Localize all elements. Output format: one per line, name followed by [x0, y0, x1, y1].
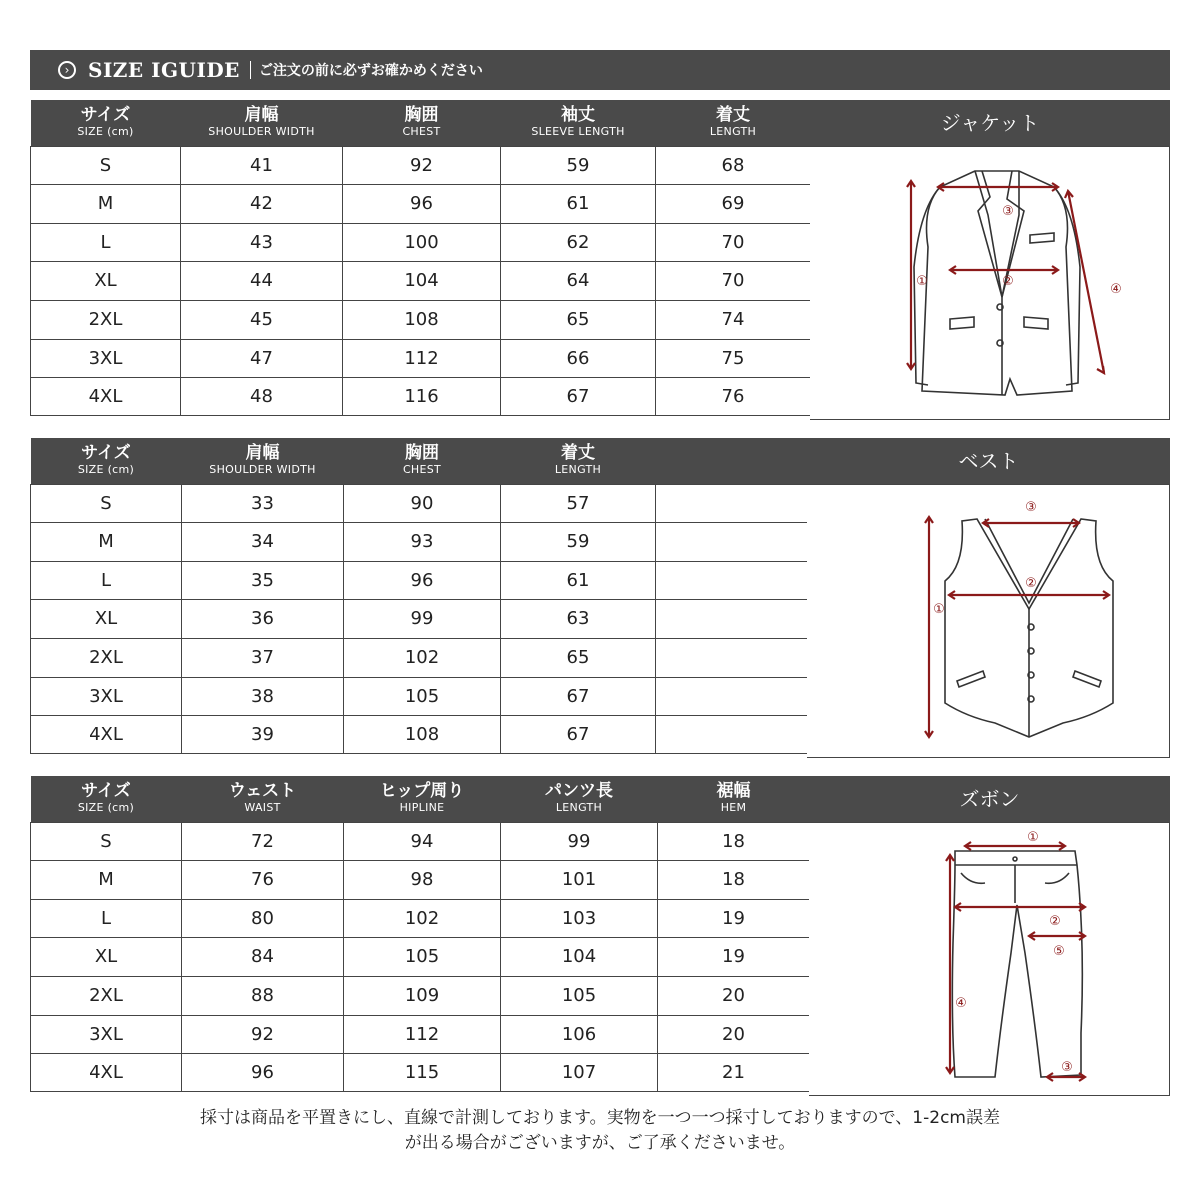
measurement-cell: 92: [343, 146, 501, 184]
vest-header-en: LENGTH: [554, 463, 602, 477]
vest-header-cell: [31, 438, 182, 484]
measurement-note-line-2: が出る場合がございますが、ご了承くださいませ。: [404, 1133, 796, 1153]
measurement-cell: 107: [501, 1053, 658, 1091]
pants-header-cell: [501, 776, 658, 822]
measurement-cell: [656, 522, 808, 561]
vest-header-cell: [182, 438, 344, 484]
jacket-marker-2: ②: [1002, 274, 1014, 289]
measurement-cell: 57: [501, 484, 656, 522]
measurement-cell: 108: [344, 715, 501, 753]
measurement-note: [0, 1106, 1200, 1156]
vest-illustration: [807, 485, 1170, 759]
measurement-cell: 44: [181, 261, 343, 300]
measurement-cell: 105: [344, 677, 501, 715]
table-row: [31, 184, 811, 223]
size-cell: L: [31, 223, 181, 261]
measurement-cell: 103: [501, 899, 658, 937]
pants-header-cell: [31, 776, 182, 822]
pants-header-cell: [182, 776, 344, 822]
size-cell: L: [31, 561, 182, 599]
jacket-header-jp: 着丈: [716, 105, 750, 126]
vest-header-row: [31, 438, 808, 484]
measurement-cell: 59: [501, 146, 656, 184]
table-row: [31, 976, 810, 1015]
measurement-cell: 65: [501, 638, 656, 677]
banner-divider: [250, 61, 251, 79]
chevron-right-icon: ›: [58, 61, 76, 79]
measurement-cell: 108: [343, 300, 501, 339]
jacket-table-body: [31, 146, 811, 415]
measurement-cell: 19: [658, 899, 810, 937]
vest-table-body: [31, 484, 808, 753]
jacket-header-jp: 肩幅: [244, 105, 279, 126]
measurement-cell: [656, 561, 808, 599]
measurement-cell: [656, 638, 808, 677]
jacket-illustration: [810, 147, 1170, 421]
vest-size-table: [30, 438, 808, 754]
measurement-cell: 104: [343, 261, 501, 300]
table-row: [31, 300, 811, 339]
size-cell: 2XL: [31, 638, 182, 677]
table-row: [31, 599, 808, 638]
table-row: [31, 677, 808, 715]
size-cell: S: [31, 822, 182, 860]
measurement-cell: 75: [656, 339, 811, 377]
measurement-cell: [656, 715, 808, 753]
table-row: [31, 715, 808, 753]
jacket-header-cell: [656, 100, 811, 146]
measurement-cell: 18: [658, 822, 810, 860]
measurement-cell: 70: [656, 261, 811, 300]
table-row: [31, 522, 808, 561]
jacket-marker-3: ③: [1002, 204, 1014, 219]
measurement-cell: 43: [181, 223, 343, 261]
measurement-cell: 33: [182, 484, 344, 522]
vest-header-jp: 着丈: [561, 443, 595, 464]
pants-diagram: [809, 822, 1170, 1096]
size-cell: 2XL: [31, 976, 182, 1015]
jacket-diagram: [810, 146, 1170, 420]
measurement-cell: 105: [344, 937, 501, 976]
jacket-header-en: SIZE (cm): [77, 125, 134, 139]
measurement-cell: 67: [501, 377, 656, 415]
measurement-cell: 67: [501, 677, 656, 715]
measurement-cell: 88: [182, 976, 344, 1015]
measurement-cell: 65: [501, 300, 656, 339]
table-row: [31, 339, 811, 377]
measurement-cell: 35: [182, 561, 344, 599]
measurement-cell: 19: [658, 937, 810, 976]
measurement-cell: 39: [182, 715, 344, 753]
measurement-cell: 99: [501, 822, 658, 860]
pants-size-table: [30, 776, 810, 1092]
measurement-cell: 80: [182, 899, 344, 937]
pants-marker-5: ⑤: [1053, 944, 1065, 959]
measurement-cell: 34: [182, 522, 344, 561]
measurement-cell: 18: [658, 860, 810, 899]
vest-header-cell: [656, 438, 808, 484]
vest-header-cell: [501, 438, 656, 484]
vest-header-jp: サイズ: [81, 443, 131, 464]
measurement-cell: 102: [344, 899, 501, 937]
size-cell: L: [31, 899, 182, 937]
measurement-cell: 116: [343, 377, 501, 415]
size-cell: XL: [31, 937, 182, 976]
measurement-cell: 109: [344, 976, 501, 1015]
measurement-cell: 106: [501, 1015, 658, 1053]
size-cell: 4XL: [31, 715, 182, 753]
measurement-cell: 42: [181, 184, 343, 223]
table-row: [31, 1015, 810, 1053]
jacket-size-section: [30, 100, 1170, 420]
size-cell: S: [31, 484, 182, 522]
measurement-cell: 61: [501, 561, 656, 599]
pants-marker-4: ④: [955, 996, 967, 1011]
measurement-cell: 100: [343, 223, 501, 261]
size-cell: S: [31, 146, 181, 184]
pants-header-en: WAIST: [244, 801, 281, 815]
vest-header-en: CHEST: [402, 463, 442, 477]
pants-header-cell: [658, 776, 810, 822]
vest-marker-1: ①: [933, 602, 945, 617]
pants-illustration: [809, 823, 1170, 1097]
measurement-cell: 48: [181, 377, 343, 415]
jacket-header-en: SHOULDER WIDTH: [208, 125, 315, 139]
pants-header-en: HEM: [720, 801, 747, 815]
size-cell: M: [31, 860, 182, 899]
measurement-cell: 104: [501, 937, 658, 976]
vest-header-cell: [344, 438, 501, 484]
vest-header-en: SIZE (cm): [77, 463, 135, 477]
vest-diagram: [807, 484, 1170, 758]
jacket-header-row: [31, 100, 811, 146]
measurement-cell: 21: [658, 1053, 810, 1091]
measurement-cell: 68: [656, 146, 811, 184]
measurement-cell: [656, 599, 808, 638]
measurement-cell: 66: [501, 339, 656, 377]
vest-label: ベスト: [807, 438, 1170, 484]
measurement-cell: 92: [182, 1015, 344, 1053]
measurement-cell: 94: [344, 822, 501, 860]
size-cell: M: [31, 184, 181, 223]
jacket-marker-4: ④: [1110, 282, 1122, 297]
measurement-cell: 36: [182, 599, 344, 638]
measurement-cell: 62: [501, 223, 656, 261]
size-cell: 4XL: [31, 377, 181, 415]
banner-title: SIZE IGUIDE: [88, 58, 240, 82]
size-cell: XL: [31, 599, 182, 638]
table-row: [31, 822, 810, 860]
pants-size-section: [30, 776, 1170, 1096]
table-row: [31, 860, 810, 899]
jacket-header-jp: 胸囲: [404, 105, 439, 126]
measurement-cell: 20: [658, 976, 810, 1015]
table-row: [31, 561, 808, 599]
measurement-cell: 37: [182, 638, 344, 677]
jacket-header-cell: [31, 100, 181, 146]
table-row: [31, 484, 808, 522]
pants-label: ズボン: [809, 776, 1170, 822]
pants-header-cell: [344, 776, 501, 822]
table-row: [31, 223, 811, 261]
vest-header-en: SHOULDER WIDTH: [209, 463, 316, 477]
size-cell: XL: [31, 261, 181, 300]
measurement-cell: [656, 484, 808, 522]
pants-marker-1: ①: [1027, 830, 1039, 845]
jacket-header-en: CHEST: [402, 125, 441, 139]
jacket-header-cell: [501, 100, 656, 146]
size-guide-banner: [30, 50, 1170, 90]
pants-header-row: [31, 776, 810, 822]
measurement-cell: 45: [181, 300, 343, 339]
measurement-cell: 96: [343, 184, 501, 223]
measurement-cell: 74: [656, 300, 811, 339]
measurement-cell: 105: [501, 976, 658, 1015]
table-row: [31, 899, 810, 937]
pants-header-en: LENGTH: [555, 801, 603, 815]
pants-header-jp: 裾幅: [716, 781, 751, 802]
table-row: [31, 937, 810, 976]
measurement-cell: 38: [182, 677, 344, 715]
jacket-header-cell: [181, 100, 343, 146]
pants-header-jp: サイズ: [81, 781, 131, 802]
measurement-cell: 90: [344, 484, 501, 522]
measurement-cell: 115: [344, 1053, 501, 1091]
vest-header-jp: 肩幅: [245, 443, 280, 464]
size-cell: 3XL: [31, 677, 182, 715]
size-cell: 3XL: [31, 1015, 182, 1053]
banner-subtitle: ご注文の前に必ずお確かめください: [258, 63, 483, 79]
jacket-size-table: [30, 100, 811, 416]
measurement-cell: 72: [182, 822, 344, 860]
measurement-cell: [656, 677, 808, 715]
measurement-cell: 101: [501, 860, 658, 899]
jacket-header-jp: サイズ: [80, 105, 131, 126]
table-row: [31, 638, 808, 677]
pants-header-en: SIZE (cm): [77, 801, 135, 815]
measurement-cell: 96: [182, 1053, 344, 1091]
size-cell: 3XL: [31, 339, 181, 377]
jacket-header-en: LENGTH: [709, 125, 757, 139]
measurement-cell: 102: [344, 638, 501, 677]
pants-header-jp: パンツ長: [545, 781, 613, 802]
measurement-cell: 84: [182, 937, 344, 976]
measurement-cell: 112: [343, 339, 501, 377]
measurement-cell: 76: [182, 860, 344, 899]
pants-header-en: HIPLINE: [399, 801, 445, 815]
jacket-header-en: SLEEVE LENGTH: [531, 125, 625, 139]
measurement-cell: 59: [501, 522, 656, 561]
size-cell: 2XL: [31, 300, 181, 339]
measurement-cell: 69: [656, 184, 811, 223]
measurement-cell: 70: [656, 223, 811, 261]
vest-size-section: [30, 438, 1170, 758]
vest-marker-3: ③: [1025, 500, 1037, 515]
measurement-cell: 20: [658, 1015, 810, 1053]
jacket-marker-1: ①: [916, 274, 928, 289]
table-row: [31, 1053, 810, 1091]
jacket-header-cell: [343, 100, 501, 146]
measurement-cell: 41: [181, 146, 343, 184]
pants-header-jp: ウェスト: [228, 781, 297, 802]
vest-header-jp: 胸囲: [405, 443, 439, 464]
table-row: [31, 377, 811, 415]
measurement-note-line-1: 採寸は商品を平置きにし、直線で計測しております。実物を一つ一つ採寸しておりますので、1-2cm誤差: [200, 1108, 1000, 1128]
jacket-label: ジャケット: [810, 100, 1170, 146]
measurement-cell: 64: [501, 261, 656, 300]
measurement-cell: 112: [344, 1015, 501, 1053]
measurement-cell: 67: [501, 715, 656, 753]
pants-marker-3: ③: [1061, 1060, 1073, 1075]
measurement-cell: 96: [344, 561, 501, 599]
table-row: [31, 146, 811, 184]
measurement-cell: 61: [501, 184, 656, 223]
table-row: [31, 261, 811, 300]
pants-table-body: [31, 822, 810, 1091]
pants-marker-2: ②: [1049, 914, 1061, 929]
size-cell: 4XL: [31, 1053, 182, 1091]
jacket-header-jp: 袖丈: [561, 105, 595, 126]
pants-header-jp: ヒップ周り: [379, 781, 465, 802]
measurement-cell: 99: [344, 599, 501, 638]
vest-marker-2: ②: [1025, 576, 1037, 591]
measurement-cell: 63: [501, 599, 656, 638]
measurement-cell: 93: [344, 522, 501, 561]
size-cell: M: [31, 522, 182, 561]
measurement-cell: 76: [656, 377, 811, 415]
measurement-cell: 98: [344, 860, 501, 899]
measurement-cell: 47: [181, 339, 343, 377]
